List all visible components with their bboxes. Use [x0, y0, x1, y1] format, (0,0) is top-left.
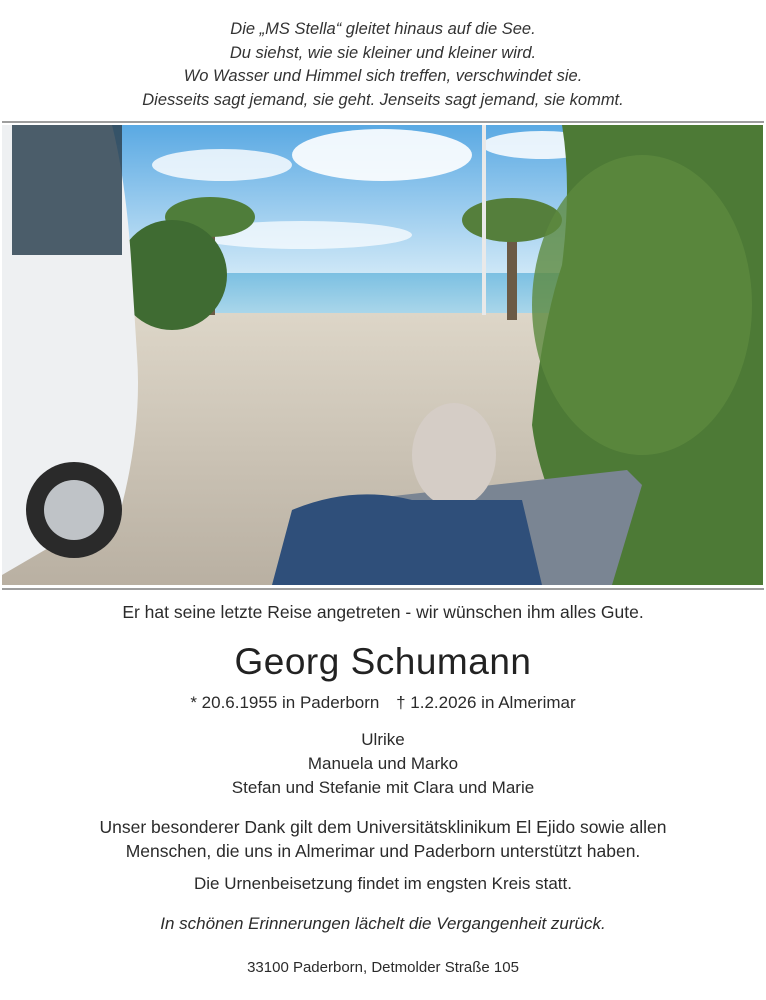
top-divider — [2, 121, 764, 123]
closing-quote: In schönen Erinnerungen lächelt die Vergangenheit zurück. — [160, 914, 606, 933]
opening-poem — [0, 18, 766, 112]
poem-line-2: Du siehst, wie sie kleiner und kleiner wird. — [229, 43, 537, 62]
family-line-1: Ulrike — [361, 730, 405, 749]
birth-date: * 20.6.1955 in Paderborn — [190, 693, 380, 712]
family-line-2: Manuela und Marko — [307, 754, 459, 773]
thanks-line-2: Menschen, die uns in Almerimar und Paderborn unterstützt haben. — [125, 841, 641, 861]
memorial-photo — [2, 125, 763, 585]
thanks-line-1: Unser besonderer Dank gilt dem Universitätsklinikum El Ejido sowie allen — [99, 817, 667, 837]
life-dates — [0, 693, 766, 713]
deceased-name: Georg Schumann — [234, 641, 532, 682]
address: 33100 Paderborn, Detmolder Straße 105 — [247, 959, 519, 976]
bottom-divider — [2, 588, 764, 590]
intro-sentence: Er hat seine letzte Reise angetreten - wir wünschen ihm alles Gute. — [122, 602, 644, 622]
family-line-3: Stefan und Stefanie mit Clara und Marie — [231, 778, 535, 797]
poem-line-3: Wo Wasser und Himmel sich treffen, verschwindet sie. — [183, 67, 583, 85]
poem-line-4: Diesseits sagt jemand, sie geht. Jenseits sagt jemand, sie kommt. — [142, 90, 624, 109]
poem-line-1: Die „MS Stella“ gleitet hinaus auf die See. — [230, 20, 536, 38]
urn-burial-note: Die Urnenbeisetzung findet im engsten Kreis statt. — [194, 874, 572, 893]
death-date: † 1.2.2026 in Almerimar — [396, 693, 576, 712]
